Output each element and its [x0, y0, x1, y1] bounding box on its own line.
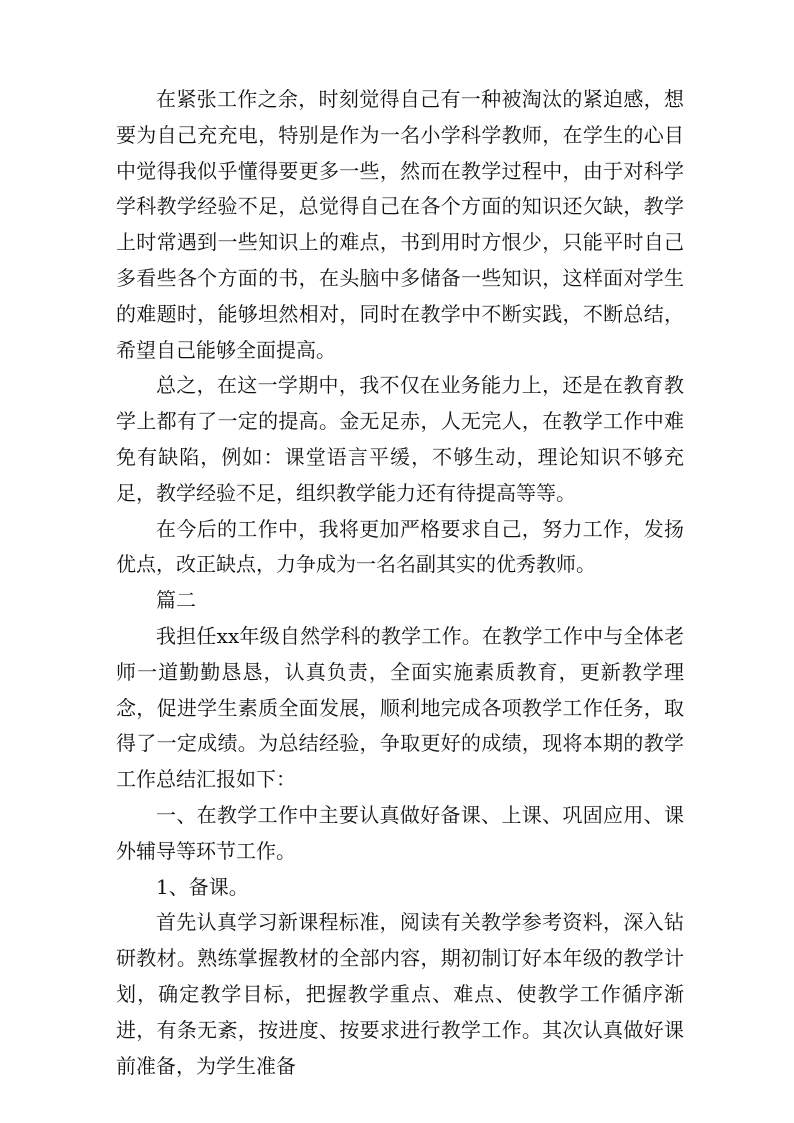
paragraph-heading-lesson-prep: 1、备课。: [156, 874, 249, 899]
paragraph-lesson-prep: 首先认真学习新课程标准，阅读有关教学参考资料，深入钻研教材。熟练掌握教材的全部内容，期初制订好本年级的教学计划，确定教学目标，把握教学重点、难点、使教学工作循序渐进，有条无紊，按进度、按要求进行教学工作。其次认真做好课前准备，为学生准备: [116, 910, 684, 1078]
paragraph-self-improvement: 在紧张工作之余，时刻觉得自己有一种被淘汰的紧迫感，想要为自己充充电，特别是作为一名小学科学教师，在学生的心目中觉得我似乎懂得要更多一些，然而在教学过程中，由于对科学学科教学经验不足，总觉得自己在各个方面的知识还欠缺，教学上时常遇到一些知识上的难点，书到用时方恨少，只能平时自己多看些各个方面的书，在头脑中多储备一些知识，这样面对学生的难题时，能够坦然相对，同时在教学中不断实践，不断总结，希望自己能够全面提高。: [116, 87, 684, 362]
paragraph-summary: 总之，在这一学期中，我不仅在业务能力上，还是在教育教学上都有了一定的提高。金无足赤，人无完人，在教学工作中难免有缺陷，例如：课堂语言平缓，不够生动，理论知识不够充足，教学经验不足，组织教学能力还有待提高等等。: [116, 373, 684, 505]
paragraph-future-work: 在今后的工作中，我将更加严格要求自己，努力工作，发扬优点，改正缺点，力争成为一名名副其实的优秀教师。: [116, 516, 684, 577]
document-body: [116, 82, 684, 1084]
paragraph-intro-part-two: 我担任xx年级自然学科的教学工作。在教学工作中与全体老师一道勤勤恳恳，认真负责，全面实施素质教育，更新教学理念，促进学生素质全面发展，顺利地完成各项教学工作任务，取得了一定成绩。为总结经验，争取更好的成绩，现将本期的教学工作总结汇报如下：: [116, 623, 684, 792]
section-heading-part-two: 篇二: [156, 588, 196, 613]
paragraph-heading-one: 一、在教学工作中主要认真做好备课、上课、巩固应用、课外辅导等环节工作。: [116, 802, 684, 863]
